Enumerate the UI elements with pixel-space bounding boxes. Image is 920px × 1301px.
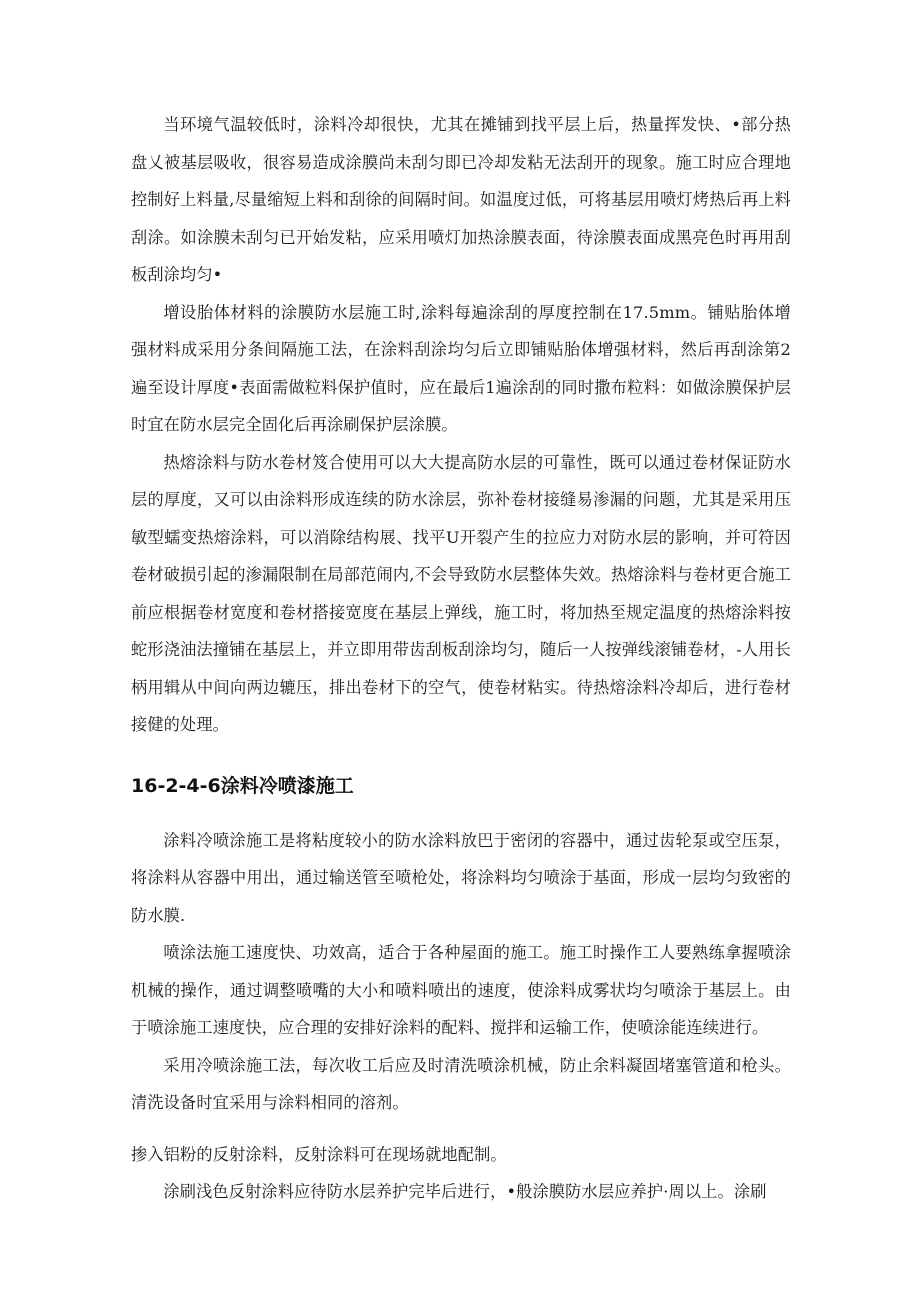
paragraph-low-temperature: 当环境气温较低时，涂料冷却很快，尤其在摊铺到找平层上后，热量挥发快、•部分热盘乂被基层吸收，很容易造成涂膜尚未刮匀即已冷却发粘无法刮开的现象。施工时应合理地控制好上料量,尽量缩短上料和刮徐的间隔时间。如温度过低，可将基层用喷灯烤热后再上料刮涂。如涂膜未刮匀已开始发粘，应采用喷灯加热涂膜表面，待涂膜表面成黑亮色时再用刮板刮涂均匀• (131, 115, 791, 284)
paragraph-cold-spray-intro: 涂料冷喷涂施工是将粘度较小的防水涂料放巴于密闭的容器中，通过齿轮泵或空压泵，将涂料从容器中用出，通过输送管至喷枪处，将涂料均匀喷涂于基面，形成一层均匀致密的防水膜. (131, 830, 791, 925)
paragraph-hot-melt: 热熔涂料与防水卷材笈合使用可以大大提高防水层的可靠性，既可以通过卷材保证防水层的厚度，又可以由涂料形成连续的防水涂层，弥补卷材接缝易渗漏的问题，尤其是采用压敏型蠕变热熔涂料，可以消除结构展、找平U开裂产生的拉应力对防水层的影响，并可符因卷材破损引起的渗漏限制在局部范闹内,不会导致防水层整体失效。热熔涂料与卷材更合施工前应根据卷材宽度和卷材搭接宽度在基层上弹线，施工时，将加热至规定温度的热熔涂料按蛇形浇油法撞铺在基层上，并立即用带齿刮板刮涂均匀，随后一人按弹线滚铺卷材，-人用长柄用辑从中间向两边辘压，排出卷材下的空气，使卷材粘实。待热熔涂料冷却后，进行卷材接健的处理。 (131, 452, 791, 734)
document-body (131, 106, 791, 1211)
section-heading: 16-2-4-6涂料冷喷漆施工 (131, 774, 354, 797)
note-line: 掺入铝粉的反射涂料，反射涂料可在现场就地配制。 (131, 1144, 507, 1164)
paragraph-spray-method: 喷涂法施工速度快、功效高，适合于各种屋面的施工。施工时操作工人要熟练拿握喷涂机械的操作，通过调整喷嘴的大小和喷料喷出的速度，使涂料成雾状均匀喷涂于基层上。由于喷涂施工速度快，应合理的安排好涂料的配料、搅拌和运输工作，使喷涂能连续进行。 (131, 943, 791, 1037)
paragraph-reinforcement: 增设胎体材料的涂膜防水层施工时,涂料每遍涂刮的厚度控制在17.5mm。铺贴胎体增强材料成采用分条间隔施工法，在涂料刮涂均匀后立即铺贴胎体增强材料，然后再刮涂第2遍至设计厚度•表面需做粒料保护值时，应在最后1遍涂刮的同时撒布粒料：如做涂膜保护层时宜在防水层完全固化后再涂刷保护层涂膜。 (131, 302, 791, 434)
paragraph-reflective-coating: 涂刷浅色反射涂料应待防水层养护完毕后进行，•般涂膜防水层应养护·周以上。涂刷 (163, 1182, 767, 1201)
paragraph-cleaning: 采用冷喷涂施工法，每次收工后应及时清洗喷涂机械，防止余料凝固堵塞管道和枪头。清洗设备时宜采用与涂料相同的溶剂。 (131, 1055, 791, 1112)
